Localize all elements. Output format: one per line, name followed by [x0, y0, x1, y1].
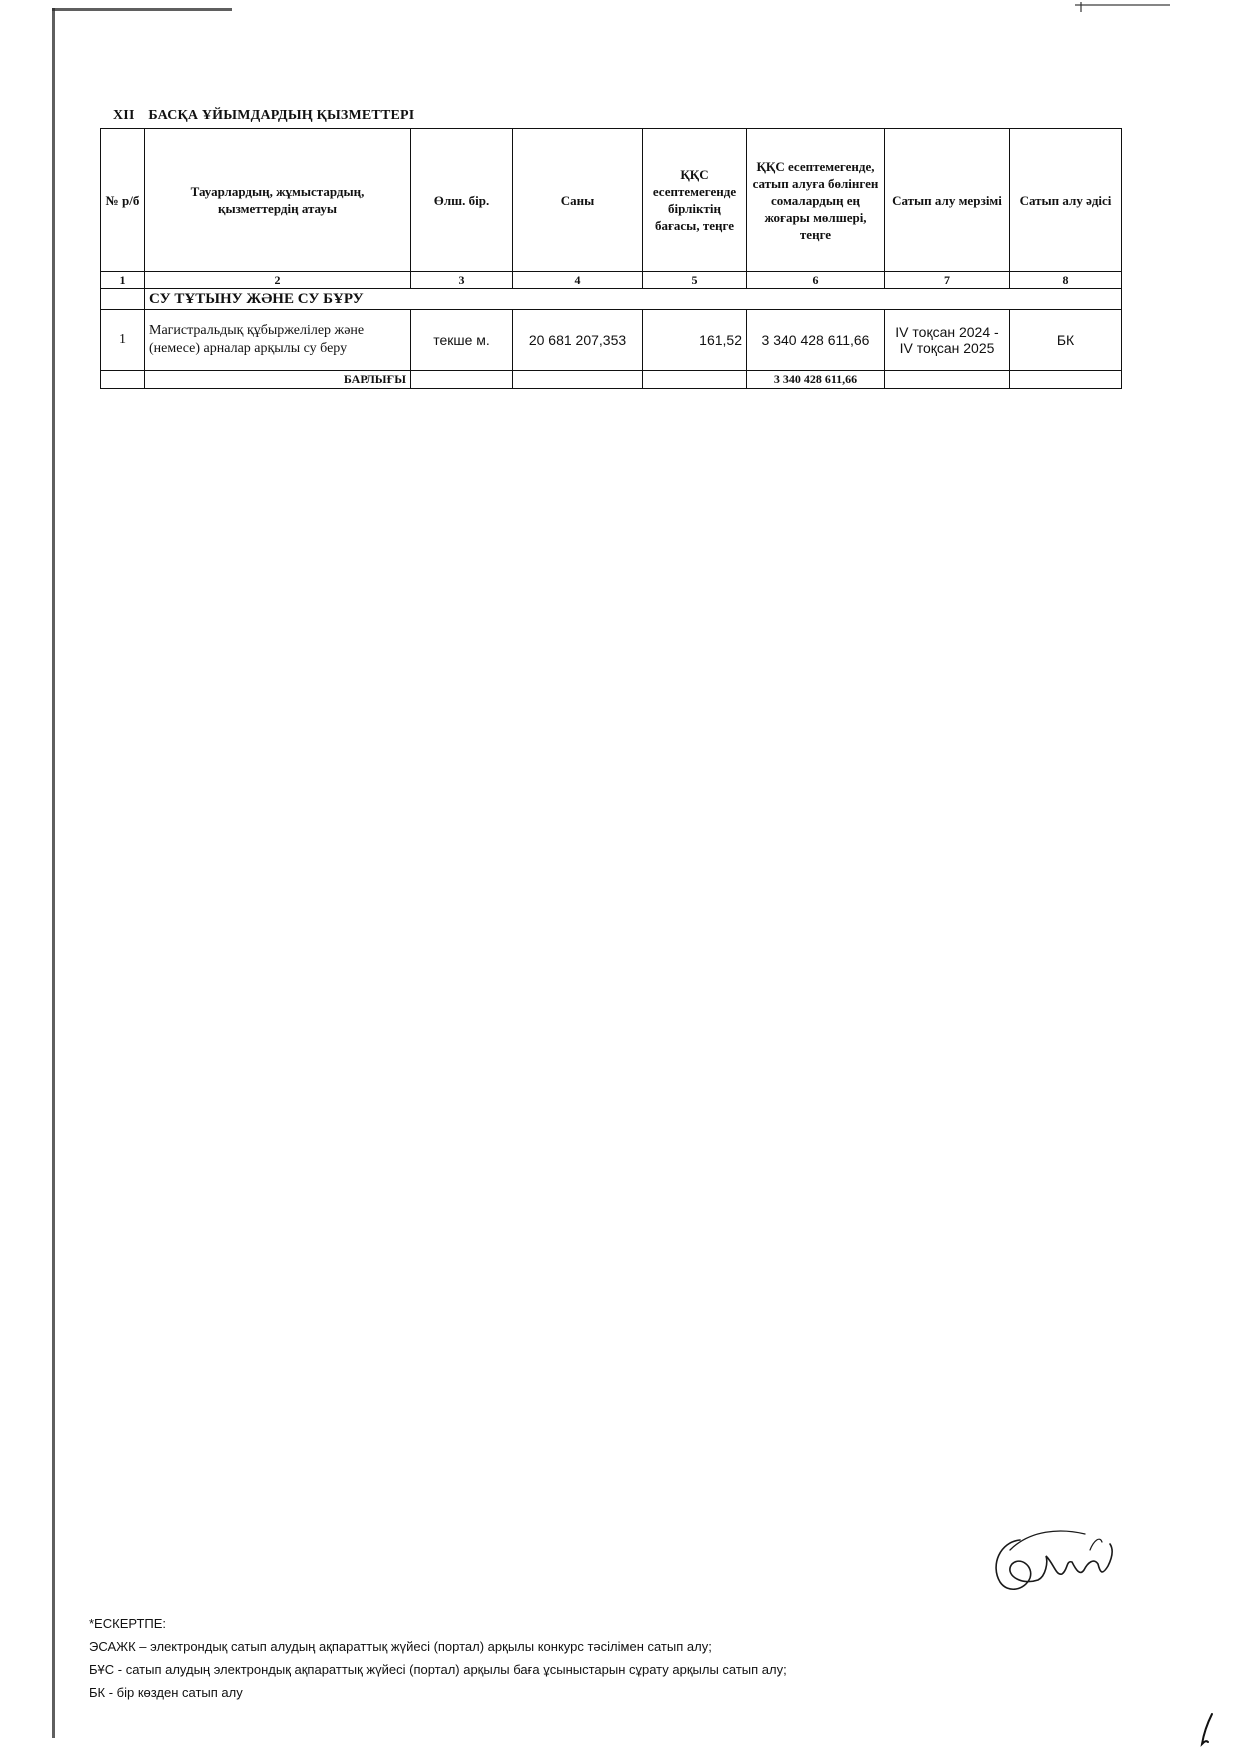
note-line: БК - бір көзден сатып алу: [89, 1685, 243, 1700]
row-method: БК: [1010, 310, 1122, 371]
column-index: 3: [411, 272, 513, 289]
group-title: СУ ТҰТЫНУ ЖӘНЕ СУ БҰРУ: [145, 289, 1122, 310]
section-number: XII: [113, 108, 135, 123]
scan-edge: [52, 8, 232, 11]
col-header-name: Тауарлардың, жұмыстардың, қызметтердің атауы: [145, 129, 411, 272]
group-row: [101, 289, 1122, 310]
column-index: 2: [145, 272, 411, 289]
scan-edge: [52, 8, 55, 1738]
col-header-number: № р/б: [101, 129, 145, 272]
scan-edge: [1075, 4, 1170, 6]
column-index: 4: [513, 272, 643, 289]
column-index-row: [101, 272, 1122, 289]
col-header-max-amount: ҚҚС есептемегенде, сатып алуға бөлінген сомалардың ең жоғары мөлшері, теңге: [747, 129, 885, 272]
row-quantity: 20 681 207,353: [513, 310, 643, 371]
note-line: ЭСАЖК – электрондық сатып алудың ақпараттық жүйесі (портал) арқылы конкурс тәсілімен сатып алу;: [89, 1639, 712, 1654]
signature-image: [990, 1520, 1120, 1600]
section-title: [113, 108, 414, 124]
column-index: 7: [885, 272, 1010, 289]
row-max-amount: 3 340 428 611,66: [747, 310, 885, 371]
table-header-row: [101, 129, 1122, 272]
col-header-unit: Өлш. бір.: [411, 129, 513, 272]
col-header-quantity: Саны: [513, 129, 643, 272]
scan-edge: [1080, 2, 1082, 12]
col-header-period: Сатып алу мерзімі: [885, 129, 1010, 272]
handwritten-page-mark: [1198, 1712, 1218, 1748]
total-row: [101, 371, 1122, 389]
column-index: 5: [643, 272, 747, 289]
section-title-text: БАСҚА ҰЙЫМДАРДЫҢ ҚЫЗМЕТТЕРІ: [148, 108, 415, 123]
total-value: 3 340 428 611,66: [747, 371, 885, 389]
row-number: 1: [101, 310, 145, 371]
table-row: [101, 310, 1122, 371]
notes-block: [89, 1612, 787, 1704]
procurement-table: [100, 128, 1122, 389]
column-index: 6: [747, 272, 885, 289]
row-period: IV тоқсан 2024 - IV тоқсан 2025: [885, 310, 1010, 371]
row-unit-price: 161,52: [643, 310, 747, 371]
col-header-unit-price: ҚҚС есептемегенде бірліктің бағасы, теңге: [643, 129, 747, 272]
row-name: Магистральдық құбыржелілер және (немесе) арналар арқылы су беру: [145, 310, 411, 371]
note-line: БҰС - сатып алудың электрондық ақпараттық жүйесі (портал) арқылы баға ұсыныстарын сұрату арқылы сатып алу;: [89, 1662, 787, 1677]
column-index: 8: [1010, 272, 1122, 289]
notes-title: *ЕСКЕРТПЕ:: [89, 1616, 167, 1631]
column-index: 1: [101, 272, 145, 289]
total-label: БАРЛЫҒЫ: [145, 371, 411, 389]
col-header-method: Сатып алу әдісі: [1010, 129, 1122, 272]
row-unit: текше м.: [411, 310, 513, 371]
